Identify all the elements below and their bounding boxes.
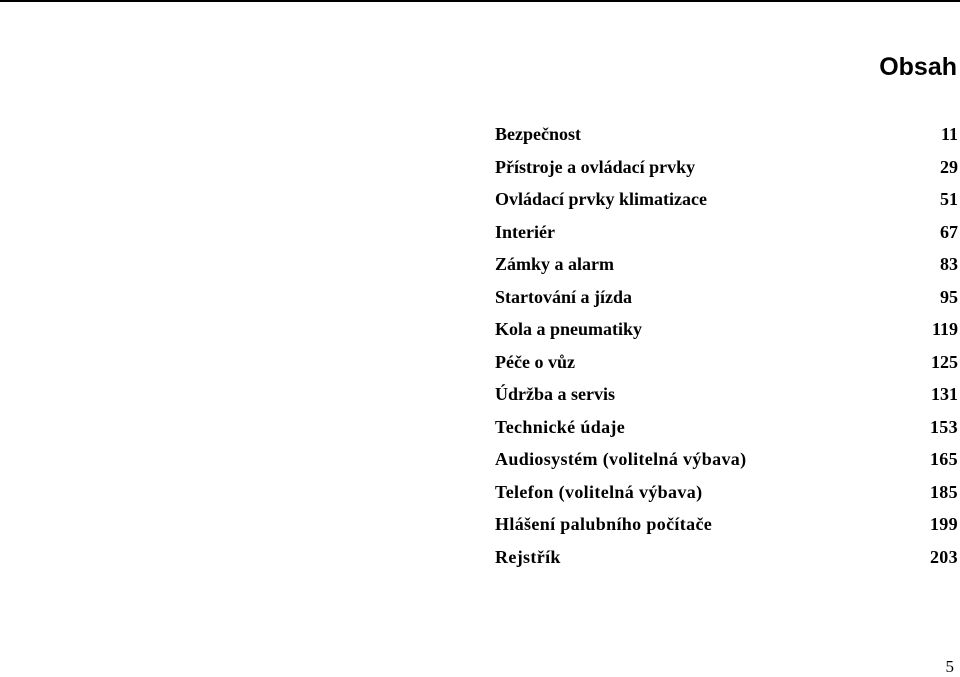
toc-entry-label: Bezpečnost [495, 124, 581, 144]
toc-entry[interactable] [495, 313, 958, 346]
toc-entry[interactable] [495, 541, 958, 574]
toc-entry-page: 131 [931, 384, 958, 404]
toc-entry-page: 199 [929, 514, 958, 534]
toc-entry-page: 165 [929, 449, 958, 469]
toc-entry-page: 125 [931, 351, 958, 372]
toc-entry-page: 153 [929, 416, 958, 437]
toc-entry-label: Startování a jízda [495, 286, 632, 307]
toc-entry[interactable] [495, 346, 958, 379]
toc-entry-label: Hlášení palubního počítače [495, 514, 713, 534]
toc-entry[interactable] [495, 476, 958, 509]
toc-entry[interactable] [495, 118, 958, 151]
toc-entry[interactable] [495, 443, 958, 476]
toc-entry[interactable] [495, 508, 958, 541]
table-of-contents [495, 118, 958, 573]
toc-entry-label: Kola a pneumatiky [495, 319, 643, 339]
toc-entry-page: 11 [940, 124, 958, 144]
toc-entry-label: Rejstřík [495, 546, 561, 567]
toc-entry[interactable] [495, 281, 958, 314]
toc-entry[interactable] [495, 411, 958, 444]
toc-entry-label: Technické údaje [495, 416, 626, 437]
toc-entry-page: 203 [929, 546, 958, 567]
toc-entry-page: 83 [940, 254, 958, 274]
toc-entry-page: 95 [940, 286, 958, 307]
toc-entry[interactable] [495, 378, 958, 411]
page-number: 5 [945, 657, 954, 676]
toc-entry[interactable] [495, 216, 958, 249]
page-title: Obsah [879, 53, 957, 81]
toc-entry[interactable] [495, 248, 958, 281]
toc-entry-label: Přístroje a ovládací prvky [495, 156, 696, 177]
toc-entry-label: Ovládací prvky klimatizace [495, 189, 707, 209]
toc-entry[interactable] [495, 183, 958, 216]
toc-entry-page: 185 [929, 481, 958, 502]
toc-entry-page: 29 [940, 156, 958, 177]
toc-entry-label: Telefon (volitelná výbava) [495, 481, 703, 502]
toc-entry-label: Zámky a alarm [495, 254, 614, 274]
toc-entry-label: Audiosystém (volitelná výbava) [495, 449, 747, 469]
toc-entry-page: 67 [940, 221, 958, 242]
toc-entry-label: Údržba a servis [495, 384, 615, 404]
top-rule [0, 0, 960, 2]
toc-entry-page: 51 [940, 189, 958, 209]
toc-entry-label: Péče o vůz [495, 351, 575, 372]
toc-entry[interactable] [495, 151, 958, 184]
toc-entry-label: Interiér [495, 221, 555, 242]
toc-entry-page: 119 [931, 319, 958, 339]
